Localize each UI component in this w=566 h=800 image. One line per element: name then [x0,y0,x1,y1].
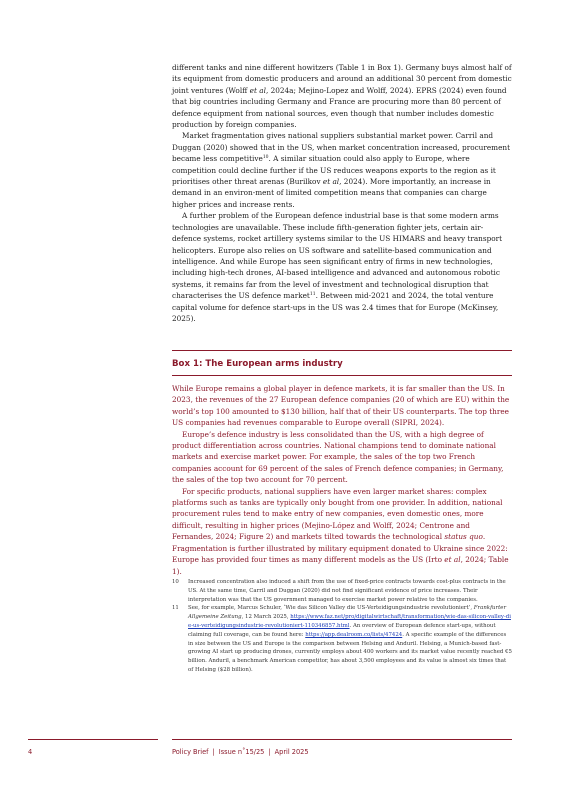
faz-article-link[interactable]: https://www.faz.net/pro/digitalwirtschaft/transformation/wie-das-silicon-valley-die-us-verteidigungsindustrie-revolutioniert-110346857.html [188,614,511,629]
footnote-number: 11 [172,605,179,612]
paragraph-1: different tanks and nine different howitzers (Table 1 in Box 1). Germany buys almost half of its equipment from domestic producers and around an additional 30 percent from domestic joint ventures (Wolff et al, 2024a; Mejino-Lopez and Wolff, 2024). EPRS (2024) even found that big countries including Germany and France are procuring more than 80 percent of defence equipment from national sources, even though that number includes domestic production by foreign companies. [172,63,512,130]
footnotes [172,578,512,675]
box-title-rule [172,375,512,376]
footer-publication-info: Policy Brief | Issue n˚15/25 | April 2025 [172,748,309,756]
footnote-text: See, for example, Marcus Schuler, ‘Wie das Silicon Valley die US-Verteidigungsindustrie revolutioniert’, Frankfurter Allgemeine Zeitung, 12 March 2025, https://www.faz.net/pro/digitalwirtschaft/transformation/wie-das-silicon-valley-die-us-verteidigungsindustrie-revolutioniert-110346857.html. An overview of European defence start-ups, without claiming full coverage, can be found here: https://app.dealroom.co/lists/47424. A specific example of the differences in size between the US and Europe is the comparison between Helsing and Anduril. Helsing, a Munich-based fast-growing AI start up producing drones, currently employs about 400 workers and its market value recently reached €5 billion. Anduril, a benchmark American competitor, has about 3,500 employees and its value is almost six times that of Helsing ($28 billion). [188,605,512,673]
footer-rule-right [172,739,512,740]
footnote-10 [172,578,512,604]
publication-name: Policy Brief [172,748,209,756]
footnote-ref-11[interactable]: 11 [309,292,316,298]
footnote-ref-10[interactable]: 10 [262,155,269,161]
box-title: Box 1: The European arms industry [172,359,343,369]
footnote-number: 10 [172,579,179,585]
box-paragraph-2: Europe’s defence industry is less consolidated than the US, with a high degree of product differentiation across countries. National champions tend to dominate national markets and exercise market power. For example, the sales of the top two French companies account for 69 percent of the sales of French defence companies; in Germany, the sales of the top two account for 70 percent. [172,429,504,485]
footnote-11 [172,604,512,674]
footnote-text: Increased concentration also induced a shift from the use of fixed-price contracts towards cost-plus contracts in the US. At the same time, Carril and Duggan (2020) did not find significant evidence of price increases. Their interpretation was that the US government managed to exercise market power relative to the companies. [188,579,506,603]
footer-rule-left [28,739,158,740]
paragraph-3: A further problem of the European defence industrial base is that some modern arms technologies are unavailable. These include fifth-generation fighter jets, certain air-defence systems, rocket artillery systems similar to the US HIMARS and heavy transport helicopters. Europe also relies on US software and satellite-based communication and intelligence. And while Europe has seen significant entry of firms in new technologies, including high-tech drones, AI-based intelligence and advanced and autonomous robotic systems, it remains far from the level of investment and technological disruption that characterises the US defence market$^{11}$. Between mid-2021 and 2024, the total venture capital volume for defence start-ups in the US was 2.4 times that for Europe (McKinsey, 2025). [172,211,503,323]
issue-number: Issue n˚15/25 [218,748,265,756]
dealroom-list-link[interactable]: https://app.dealroom.co/lists/47424 [305,631,403,638]
body-text [172,62,512,324]
paragraph-2: Market fragmentation gives national suppliers substantial market power. Carril and Duggan (2020) showed that in the US, when market concentration increased, procurement became less competitive$^{10}$. A similar situation could also apply to Europe, where competition could decline further if the US reduces weapons exports to the region as it prioritises other threat arenas (Burilkov et al, 2024). More importantly, an increase in demand in an environ-ment of limited competition means that companies can charge higher prices and increase rents. [172,131,511,209]
page-number: 4 [28,748,33,756]
box-paragraph-1: While Europe remains a global player in defence markets, it is far smaller than the US. In 2023, the revenues of the 27 European defence companies (20 of which are EU) within the world’s top 100 amounted to $130 billion, half that of their US counterparts. The top three US companies had revenues comparable to Europe overall (SIPRI, 2024). [172,384,510,428]
box-paragraph-3: For specific products, national suppliers have even larger market shares: complex platforms such as tanks are typically only bought from one provider. In addition, national procurement rules tend to make entry of new companies, even domestic ones, more difficult, resulting in higher prices (Mejino-López and Wolff, 2024; Centrone and Fernandes, 2024; Figure 2) and markets tilted towards the technological status quo. Fragmentation is further illustrated by military equipment donated to Ukraine since 2022: Europe has provided four times as many different models as the US (Irto et al, 2024; Table 1). [172,486,509,576]
publication-date: April 2025 [274,748,309,756]
box-top-rule [172,350,512,351]
box-text [172,383,512,577]
